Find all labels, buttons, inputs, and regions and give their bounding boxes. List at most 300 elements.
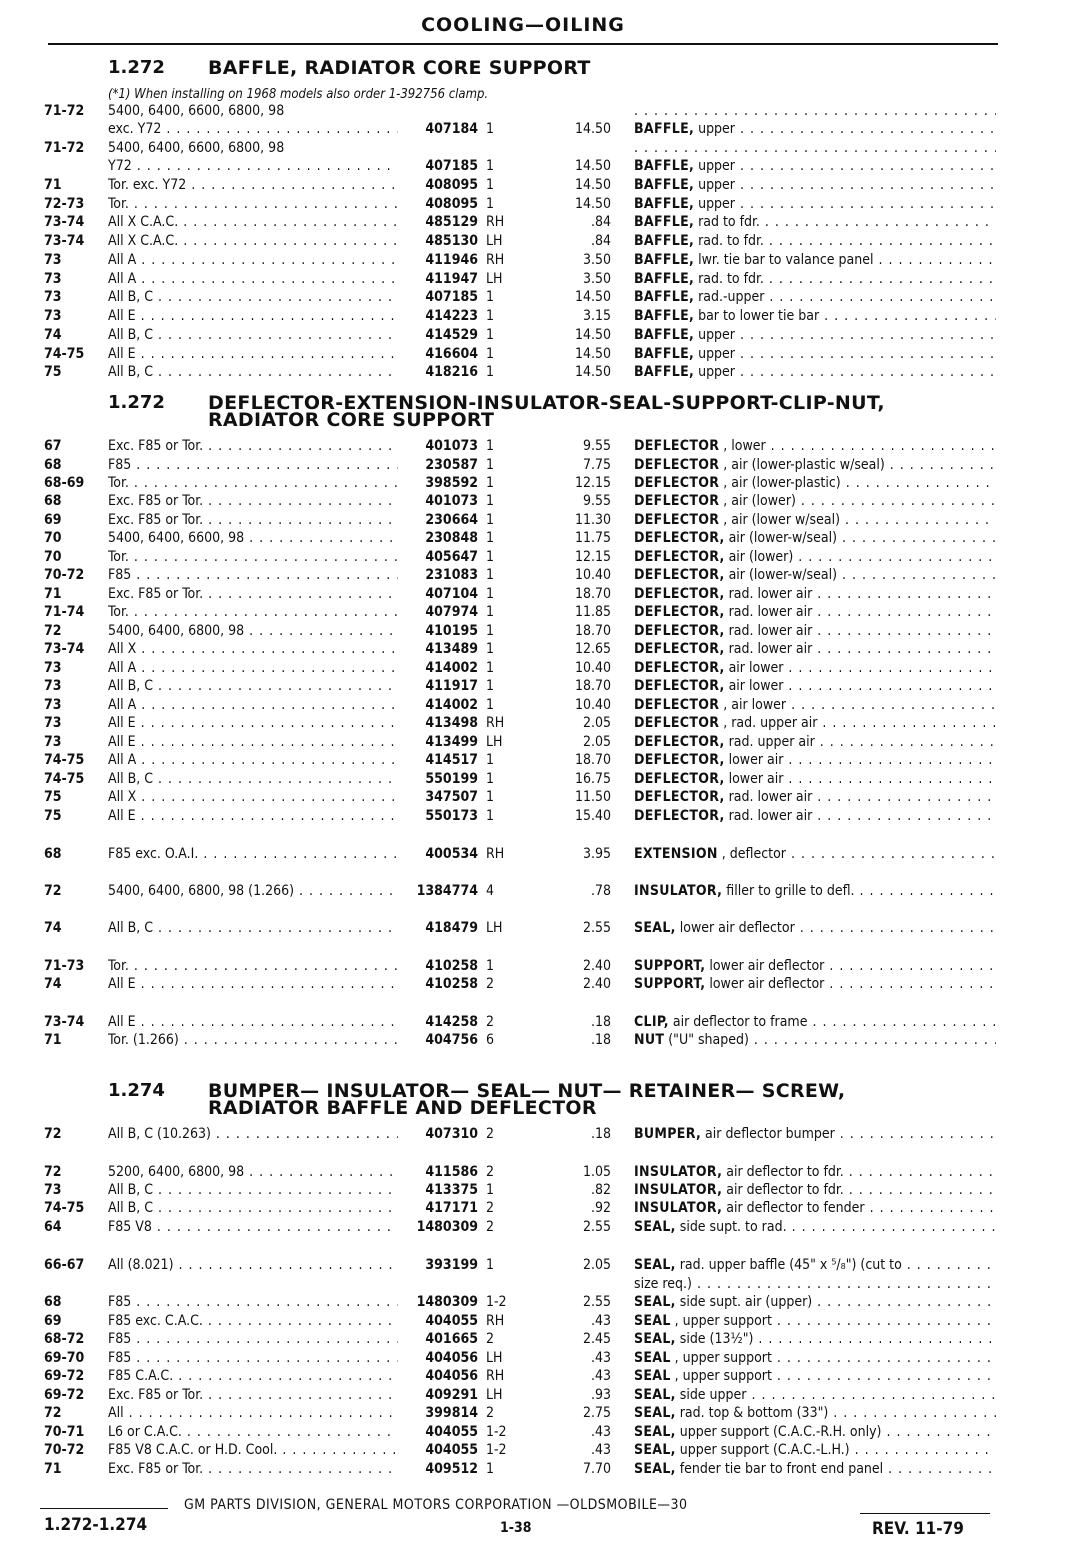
part-number-cell: 400534 xyxy=(425,846,478,862)
quantity-cell: 1 xyxy=(486,789,495,805)
part-name: CLIP, xyxy=(634,1014,669,1030)
part-description: side (13½") . . . xyxy=(680,1331,996,1347)
part-name: SUPPORT, xyxy=(634,976,706,992)
table-row xyxy=(0,270,1065,288)
description-cell xyxy=(634,437,996,455)
price-cell: 14.50 xyxy=(574,289,611,305)
part-number-cell: 401073 xyxy=(425,438,478,454)
part-number-cell: 550173 xyxy=(425,808,478,824)
table-row xyxy=(0,529,1065,547)
description-cell xyxy=(634,640,996,658)
quantity-cell: 1 xyxy=(486,308,495,324)
price-cell: 12.65 xyxy=(574,641,611,657)
price-cell: .82 xyxy=(590,1182,611,1198)
model-cell: Exc. F85 or Tor. . . . xyxy=(108,1460,398,1478)
description-cell xyxy=(634,622,996,640)
part-number-cell: 409512 xyxy=(425,1461,478,1477)
description-cell xyxy=(634,1349,996,1367)
price-cell: 14.50 xyxy=(574,177,611,193)
price-cell: 11.85 xyxy=(574,604,611,620)
part-name: BAFFLE, xyxy=(634,364,695,380)
part-description: air deflector to frame . . . xyxy=(673,1014,996,1030)
part-name: DEFLECTOR, xyxy=(634,530,725,546)
part-description: bar to lower tie bar . . . xyxy=(698,308,996,324)
price-cell: .92 xyxy=(590,1200,611,1216)
description-cell xyxy=(634,270,996,288)
part-name: SEAL xyxy=(634,1350,671,1366)
table-row xyxy=(0,770,1065,788)
price-cell: .84 xyxy=(590,214,611,230)
part-description: ("U" shaped) . . . xyxy=(668,1032,996,1048)
description-cell xyxy=(634,1181,996,1199)
description-cell xyxy=(634,677,996,695)
quantity-cell: 1 xyxy=(486,641,495,657)
price-cell: 2.55 xyxy=(582,1294,611,1310)
part-number-cell: 414517 xyxy=(425,752,478,768)
description-cell xyxy=(634,345,996,363)
part-number-cell: 416604 xyxy=(425,346,478,362)
revision-label: REV. 11-79 xyxy=(872,1519,964,1539)
part-name: DEFLECTOR xyxy=(634,475,720,491)
price-cell: .18 xyxy=(590,1032,611,1048)
part-description: , air lower . . . xyxy=(723,697,996,713)
table-row xyxy=(0,585,1065,603)
year-cell: 74 xyxy=(44,920,62,936)
quantity-cell: 1 xyxy=(486,1257,495,1273)
part-name: DEFLECTOR xyxy=(634,457,720,473)
table-row xyxy=(0,622,1065,640)
description-cell xyxy=(634,1460,996,1478)
part-description: , air (lower-plastic) . . . xyxy=(723,475,996,491)
description-cell xyxy=(634,1275,996,1293)
year-cell: 67 xyxy=(44,438,62,454)
year-cell: 73 xyxy=(44,308,62,324)
quantity-cell: 2 xyxy=(486,1164,495,1180)
part-name: INSULATOR, xyxy=(634,1164,723,1180)
price-cell: 2.75 xyxy=(582,1405,611,1421)
description-cell xyxy=(634,176,996,194)
description-cell xyxy=(634,456,996,474)
part-name: BAFFLE, xyxy=(634,121,695,137)
part-number-cell: 230587 xyxy=(425,457,478,473)
price-cell: .43 xyxy=(590,1368,611,1384)
description-cell xyxy=(634,139,996,157)
table-row xyxy=(0,288,1065,306)
part-description: rad. upper baffle (45" x ⁵/₈") (cut to . . . xyxy=(680,1257,996,1273)
year-cell: 73 xyxy=(44,1182,62,1198)
price-cell: .93 xyxy=(590,1387,611,1403)
part-number-cell: 230664 xyxy=(425,512,478,528)
table-row xyxy=(0,157,1065,175)
model-cell: All E . . . xyxy=(108,733,398,751)
part-description: upper . . . xyxy=(698,121,996,137)
part-name: DEFLECTOR, xyxy=(634,604,725,620)
quantity-cell: 1 xyxy=(486,289,495,305)
part-number-cell: 413499 xyxy=(425,734,478,750)
description-cell xyxy=(634,120,996,138)
price-cell: 14.50 xyxy=(574,121,611,137)
part-name: BAFFLE, xyxy=(634,196,695,212)
description-cell xyxy=(634,213,996,231)
part-name: DEFLECTOR, xyxy=(634,752,725,768)
part-description xyxy=(634,103,996,119)
part-number-cell: 393199 xyxy=(425,1257,478,1273)
description-cell xyxy=(634,807,996,825)
part-description: rad. lower air . . . xyxy=(729,623,996,639)
price-cell: .43 xyxy=(590,1350,611,1366)
model-cell: F85 . . . xyxy=(108,1293,398,1311)
description-cell xyxy=(634,1125,996,1143)
table-row xyxy=(0,696,1065,714)
description-cell xyxy=(634,566,996,584)
quantity-cell: LH xyxy=(486,1387,503,1403)
part-description: , deflector . . . xyxy=(722,846,996,862)
part-description: rad. upper air . . . xyxy=(729,734,996,750)
part-description: filler to grille to defl. . . . xyxy=(726,883,996,899)
table-row xyxy=(0,788,1065,806)
quantity-cell: 2 xyxy=(486,1200,495,1216)
model-cell: F85 C.A.C. . . . xyxy=(108,1367,398,1385)
price-cell: .78 xyxy=(590,883,611,899)
table-row xyxy=(0,102,1065,120)
part-number-cell: 407185 xyxy=(425,289,478,305)
year-cell: 73 xyxy=(44,660,62,676)
year-cell: 71 xyxy=(44,177,62,193)
part-name: INSULATOR, xyxy=(634,883,723,899)
quantity-cell: 1 xyxy=(486,623,495,639)
part-description: air deflector to fdr. . . . xyxy=(726,1164,996,1180)
part-description: , rad. upper air . . . xyxy=(723,715,996,731)
description-cell xyxy=(634,957,996,975)
part-description: upper . . . xyxy=(698,196,996,212)
quantity-cell: 4 xyxy=(486,883,495,899)
part-number-cell: 347507 xyxy=(425,789,478,805)
model-cell: All X . . . xyxy=(108,640,398,658)
quantity-cell: 1 xyxy=(486,493,495,509)
part-name: INSULATOR, xyxy=(634,1200,723,1216)
part-number-cell: 399814 xyxy=(425,1405,478,1421)
year-cell: 72 xyxy=(44,1164,62,1180)
quantity-cell: 1 xyxy=(486,364,495,380)
description-cell xyxy=(634,788,996,806)
table-row xyxy=(0,1293,1065,1311)
section-title: DEFLECTOR-EXTENSION-INSULATOR-SEAL-SUPPORT-CLIP-NUT, xyxy=(208,392,885,414)
model-cell: All A . . . xyxy=(108,270,398,288)
price-cell: 3.15 xyxy=(582,308,611,324)
year-cell: 68 xyxy=(44,493,62,509)
price-cell: 14.50 xyxy=(574,346,611,362)
model-cell: Exc. F85 or Tor. . . . xyxy=(108,1386,398,1404)
price-cell: .18 xyxy=(590,1014,611,1030)
year-cell: 73-74 xyxy=(44,214,85,230)
model-cell: F85 V8 . . . xyxy=(108,1218,398,1236)
year-cell: 72 xyxy=(44,1126,62,1142)
part-name: DEFLECTOR, xyxy=(634,549,725,565)
table-row xyxy=(0,845,1065,863)
model-cell: 5400, 6400, 6600, 6800, 98 xyxy=(108,140,285,156)
part-description: rad. lower air . . . xyxy=(729,604,996,620)
model-cell: F85 . . . xyxy=(108,456,398,474)
part-number-cell: 1480309 xyxy=(416,1219,478,1235)
description-cell xyxy=(634,751,996,769)
part-name: INSULATOR, xyxy=(634,1182,723,1198)
part-description: fender tie bar to front end panel . . . xyxy=(680,1461,996,1477)
part-name: DEFLECTOR, xyxy=(634,623,725,639)
quantity-cell: 1 xyxy=(486,158,495,174)
part-description: rad. lower air . . . xyxy=(729,586,996,602)
header-rule xyxy=(48,43,998,45)
price-cell: 10.40 xyxy=(574,567,611,583)
part-description: side supt. to rad. . . . xyxy=(680,1219,996,1235)
table-row xyxy=(0,139,1065,157)
description-cell xyxy=(634,1404,996,1422)
quantity-cell: 1 xyxy=(486,660,495,676)
part-name: BAFFLE, xyxy=(634,346,695,362)
quantity-cell: 1 xyxy=(486,1461,495,1477)
part-description: air (lower-w/seal) . . . xyxy=(729,567,996,583)
table-row xyxy=(0,176,1065,194)
model-cell: All X . . . xyxy=(108,788,398,806)
section-title: BAFFLE, RADIATOR CORE SUPPORT xyxy=(208,57,591,79)
description-cell xyxy=(634,307,996,325)
price-cell: 14.50 xyxy=(574,327,611,343)
table-row xyxy=(0,232,1065,250)
price-cell: 12.15 xyxy=(574,549,611,565)
table-row xyxy=(0,511,1065,529)
part-number-cell: 418216 xyxy=(425,364,478,380)
quantity-cell: 1 xyxy=(486,752,495,768)
part-number-cell: 414529 xyxy=(425,327,478,343)
quantity-cell: 1 xyxy=(486,530,495,546)
year-cell: 68-69 xyxy=(44,475,85,491)
quantity-cell: LH xyxy=(486,271,503,287)
part-number-cell: 410258 xyxy=(425,976,478,992)
year-cell: 73 xyxy=(44,289,62,305)
part-name: DEFLECTOR, xyxy=(634,771,725,787)
quantity-cell: 1 xyxy=(486,346,495,362)
part-name: DEFLECTOR xyxy=(634,512,720,528)
year-cell: 74-75 xyxy=(44,346,85,362)
table-row xyxy=(0,1330,1065,1348)
part-description: air (lower-w/seal) . . . xyxy=(729,530,996,546)
model-cell: F85 V8 C.A.C. or H.D. Cool. . . . xyxy=(108,1441,398,1459)
table-row xyxy=(0,1312,1065,1330)
part-number-cell: 410195 xyxy=(425,623,478,639)
table-row xyxy=(0,548,1065,566)
description-cell xyxy=(634,1386,996,1404)
price-cell: 2.55 xyxy=(582,920,611,936)
table-row xyxy=(0,677,1065,695)
part-description: side upper . . . xyxy=(680,1387,996,1403)
part-number-cell: 404055 xyxy=(425,1313,478,1329)
part-number-cell: 407310 xyxy=(425,1126,478,1142)
model-cell: 5400, 6400, 6600, 6800, 98 xyxy=(108,103,285,119)
model-cell: All B, C . . . xyxy=(108,919,398,937)
quantity-cell: LH xyxy=(486,1350,503,1366)
part-number-cell: 413489 xyxy=(425,641,478,657)
price-cell: 1.05 xyxy=(582,1164,611,1180)
model-cell: Tor. . . . xyxy=(108,548,398,566)
part-description: lower air deflector . . . xyxy=(680,920,996,936)
year-cell: 68 xyxy=(44,1294,62,1310)
part-name: BAFFLE, xyxy=(634,177,695,193)
description-cell xyxy=(634,770,996,788)
model-cell: F85 . . . xyxy=(108,1330,398,1348)
year-cell: 73 xyxy=(44,678,62,694)
table-row xyxy=(0,1349,1065,1367)
model-cell: All A . . . xyxy=(108,696,398,714)
quantity-cell: RH xyxy=(486,1313,505,1329)
table-row xyxy=(0,640,1065,658)
part-description: upper . . . xyxy=(698,346,996,362)
model-cell: 5400, 6400, 6800, 98 (1.266) . . . xyxy=(108,882,398,900)
quantity-cell: LH xyxy=(486,233,503,249)
part-number-cell: 407104 xyxy=(425,586,478,602)
part-number-cell: 407974 xyxy=(425,604,478,620)
description-cell xyxy=(634,1199,996,1217)
quantity-cell: 1 xyxy=(486,549,495,565)
table-row xyxy=(0,1275,1065,1293)
description-cell xyxy=(634,288,996,306)
price-cell: .43 xyxy=(590,1313,611,1329)
description-cell xyxy=(634,1423,996,1441)
model-cell: All E . . . xyxy=(108,714,398,732)
part-name: SEAL, xyxy=(634,1442,676,1458)
quantity-cell: 1 xyxy=(486,196,495,212)
model-cell: All B, C (10.263) . . . xyxy=(108,1125,398,1143)
year-cell: 71-74 xyxy=(44,604,85,620)
year-cell: 72 xyxy=(44,883,62,899)
part-number-cell: 485129 xyxy=(425,214,478,230)
part-name: SUPPORT, xyxy=(634,958,706,974)
quantity-cell: 1-2 xyxy=(486,1442,507,1458)
quantity-cell: 2 xyxy=(486,1331,495,1347)
part-description: rad. lower air . . . xyxy=(729,789,996,805)
year-cell: 69-70 xyxy=(44,1350,85,1366)
description-cell xyxy=(634,659,996,677)
table-row xyxy=(0,603,1065,621)
part-number-cell: 408095 xyxy=(425,177,478,193)
part-name: DEFLECTOR, xyxy=(634,789,725,805)
year-cell: 72-73 xyxy=(44,196,85,212)
part-name: BAFFLE, xyxy=(634,271,695,287)
table-row xyxy=(0,437,1065,455)
year-cell: 70-72 xyxy=(44,567,85,583)
table-row xyxy=(0,975,1065,993)
year-cell: 70-71 xyxy=(44,1424,85,1440)
part-description: upper . . . xyxy=(698,364,996,380)
price-cell: .43 xyxy=(590,1442,611,1458)
description-cell xyxy=(634,195,996,213)
table-row xyxy=(0,474,1065,492)
table-row xyxy=(0,1460,1065,1478)
year-cell: 74 xyxy=(44,976,62,992)
price-cell: 11.30 xyxy=(574,512,611,528)
part-name: SEAL, xyxy=(634,1331,676,1347)
quantity-cell: 1 xyxy=(486,1182,495,1198)
part-name: DEFLECTOR xyxy=(634,493,720,509)
model-cell: Exc. F85 or Tor. . . . xyxy=(108,437,398,455)
price-cell: 18.70 xyxy=(574,623,611,639)
part-name: SEAL, xyxy=(634,1424,676,1440)
footer-rule-right xyxy=(860,1513,990,1514)
description-cell xyxy=(634,714,996,732)
price-cell: 2.45 xyxy=(582,1331,611,1347)
year-cell: 73 xyxy=(44,697,62,713)
model-cell: All B, C . . . xyxy=(108,288,398,306)
part-description: rad. lower air . . . xyxy=(729,641,996,657)
price-cell: 2.05 xyxy=(582,1257,611,1273)
year-cell: 73 xyxy=(44,715,62,731)
description-cell xyxy=(634,326,996,344)
part-name: BUMPER, xyxy=(634,1126,702,1142)
model-cell: Tor. . . . xyxy=(108,957,398,975)
year-cell: 70-72 xyxy=(44,1442,85,1458)
price-cell: 2.55 xyxy=(582,1219,611,1235)
year-cell: 69-72 xyxy=(44,1368,85,1384)
table-row xyxy=(0,1163,1065,1181)
year-cell: 73 xyxy=(44,734,62,750)
description-cell xyxy=(634,919,996,937)
description-cell xyxy=(634,1218,996,1236)
price-cell: 14.50 xyxy=(574,364,611,380)
part-description: rad. to fdr. . . . xyxy=(698,233,996,249)
year-cell: 74-75 xyxy=(44,1200,85,1216)
description-cell xyxy=(634,603,996,621)
part-name: SEAL, xyxy=(634,920,676,936)
part-number-cell: 401665 xyxy=(425,1331,478,1347)
year-cell: 71 xyxy=(44,1461,62,1477)
description-cell xyxy=(634,1441,996,1459)
part-number-cell: 1480309 xyxy=(416,1294,478,1310)
part-number-cell: 411946 xyxy=(425,252,478,268)
part-number-cell: 414002 xyxy=(425,697,478,713)
year-cell: 75 xyxy=(44,364,62,380)
part-name: DEFLECTOR, xyxy=(634,641,725,657)
part-number-cell: 398592 xyxy=(425,475,478,491)
quantity-cell: 2 xyxy=(486,1219,495,1235)
table-row xyxy=(0,659,1065,677)
part-number-cell: 410258 xyxy=(425,958,478,974)
quantity-cell: 1 xyxy=(486,771,495,787)
part-name: EXTENSION xyxy=(634,846,718,862)
quantity-cell: 1 xyxy=(486,678,495,694)
year-cell: 74 xyxy=(44,327,62,343)
table-row xyxy=(0,363,1065,381)
description-cell xyxy=(634,882,996,900)
model-cell: 5200, 6400, 6800, 98 . . . xyxy=(108,1163,398,1181)
part-description: air lower . . . xyxy=(729,678,996,694)
part-name: SEAL xyxy=(634,1313,671,1329)
page-number: 1-38 xyxy=(500,1520,532,1536)
table-row xyxy=(0,1441,1065,1459)
year-cell: 73 xyxy=(44,271,62,287)
price-cell: 2.40 xyxy=(582,958,611,974)
model-cell: All E . . . xyxy=(108,807,398,825)
part-name: DEFLECTOR, xyxy=(634,678,725,694)
part-number-cell: 413498 xyxy=(425,715,478,731)
table-row xyxy=(0,251,1065,269)
part-number-cell: 231083 xyxy=(425,567,478,583)
description-cell xyxy=(634,975,996,993)
part-description: rad. top & bottom (33") . . . xyxy=(680,1405,996,1421)
year-cell: 66-67 xyxy=(44,1257,85,1273)
quantity-cell: LH xyxy=(486,734,503,750)
year-cell: 70 xyxy=(44,530,62,546)
price-cell: 14.50 xyxy=(574,196,611,212)
section-title: BUMPER— INSULATOR— SEAL— NUT— RETAINER— SCREW, xyxy=(208,1080,846,1102)
description-cell xyxy=(634,1256,996,1274)
